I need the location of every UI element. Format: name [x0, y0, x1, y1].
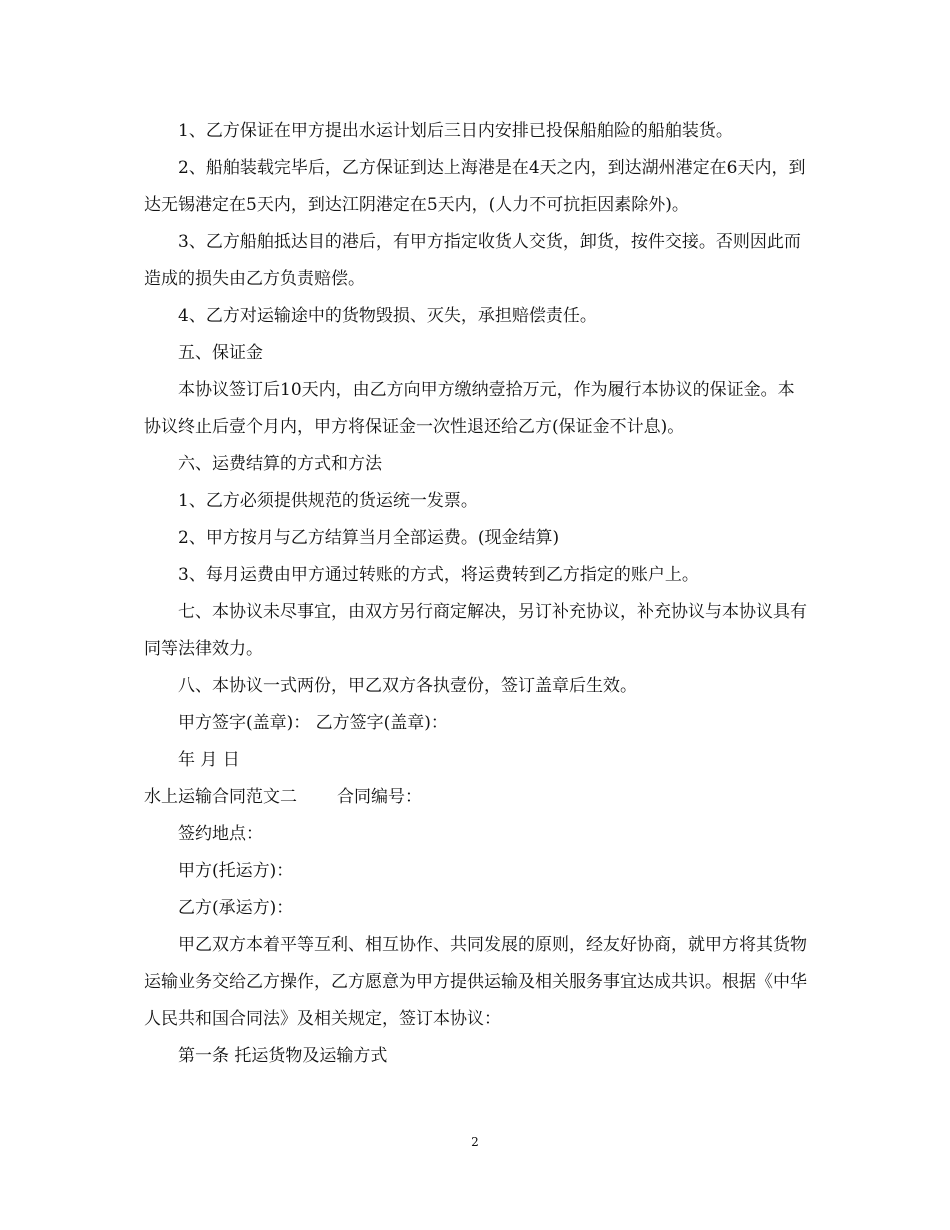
clause-paragraph: 本协议签订后10天内，由乙方向甲方缴纳壹拾万元，作为履行本协议的保证金。本协议终止后壹个月内，甲方将保证金一次性退还给乙方(保证金不计息)。 [144, 380, 795, 437]
signature-line: 甲方签字(盖章)： 乙方签字(盖章)： [178, 713, 448, 733]
second-contract-title-text: 水上运输合同范文二 [144, 787, 297, 807]
party-a: 甲方(托运方)： [178, 861, 294, 881]
signing-place: 签约地点： [178, 824, 263, 844]
contract-number-label: 合同编号： [337, 787, 422, 807]
date-line: 年 月 日 [178, 750, 240, 770]
clause-paragraph: 3、每月运费由甲方通过转账的方式，将运费转到乙方指定的账户上。 [178, 565, 699, 585]
clause-paragraph: 八、本协议一式两份，甲乙双方各执壹份，签订盖章后生效。 [178, 676, 637, 696]
title-spacer [297, 779, 337, 816]
clause-paragraph: 2、船舶装载完毕后，乙方保证到达上海港是在4天之内，到达湖州港定在6天内，到达无锡港定在5天内，到达江阴港定在5天内，(人力不可抗拒因素除外)。 [144, 158, 806, 215]
second-contract-title [144, 779, 809, 816]
section-heading: 六、运费结算的方式和方法 [178, 454, 382, 474]
clause-paragraph: 1、乙方必须提供规范的货运统一发票。 [178, 491, 478, 511]
party-b: 乙方(承运方)： [178, 898, 294, 918]
clause-paragraph: 七、本协议未尽事宜，由双方另行商定解决，另订补充协议，补充协议与本协议具有同等法律效力。 [144, 602, 807, 659]
article-heading: 第一条 托运货物及运输方式 [178, 1046, 388, 1066]
document-body [144, 113, 809, 1075]
page-number: 2 [471, 1135, 479, 1149]
clause-paragraph: 1、乙方保证在甲方提出水运计划后三日内安排已投保船舶险的船舶装货。 [178, 121, 733, 141]
preamble-paragraph: 甲乙双方本着平等互利、相互协作、共同发展的原则，经友好协商，就甲方将其货物运输业务交给乙方操作，乙方愿意为甲方提供运输及相关服务事宜达成共识。根据《中华人民共和国合同法》及相关规定，签订本协议： [144, 935, 807, 1029]
clause-paragraph: 4、乙方对运输途中的货物毁损、灭失，承担赔偿责任。 [178, 306, 597, 326]
clause-paragraph: 2、甲方按月与乙方结算当月全部运费。(现金结算) [178, 528, 560, 548]
section-heading: 五、保证金 [178, 343, 263, 363]
clause-paragraph: 3、乙方船舶抵达目的港后，有甲方指定收货人交货，卸货，按件交接。否则因此而造成的损失由乙方负责赔偿。 [144, 232, 801, 289]
